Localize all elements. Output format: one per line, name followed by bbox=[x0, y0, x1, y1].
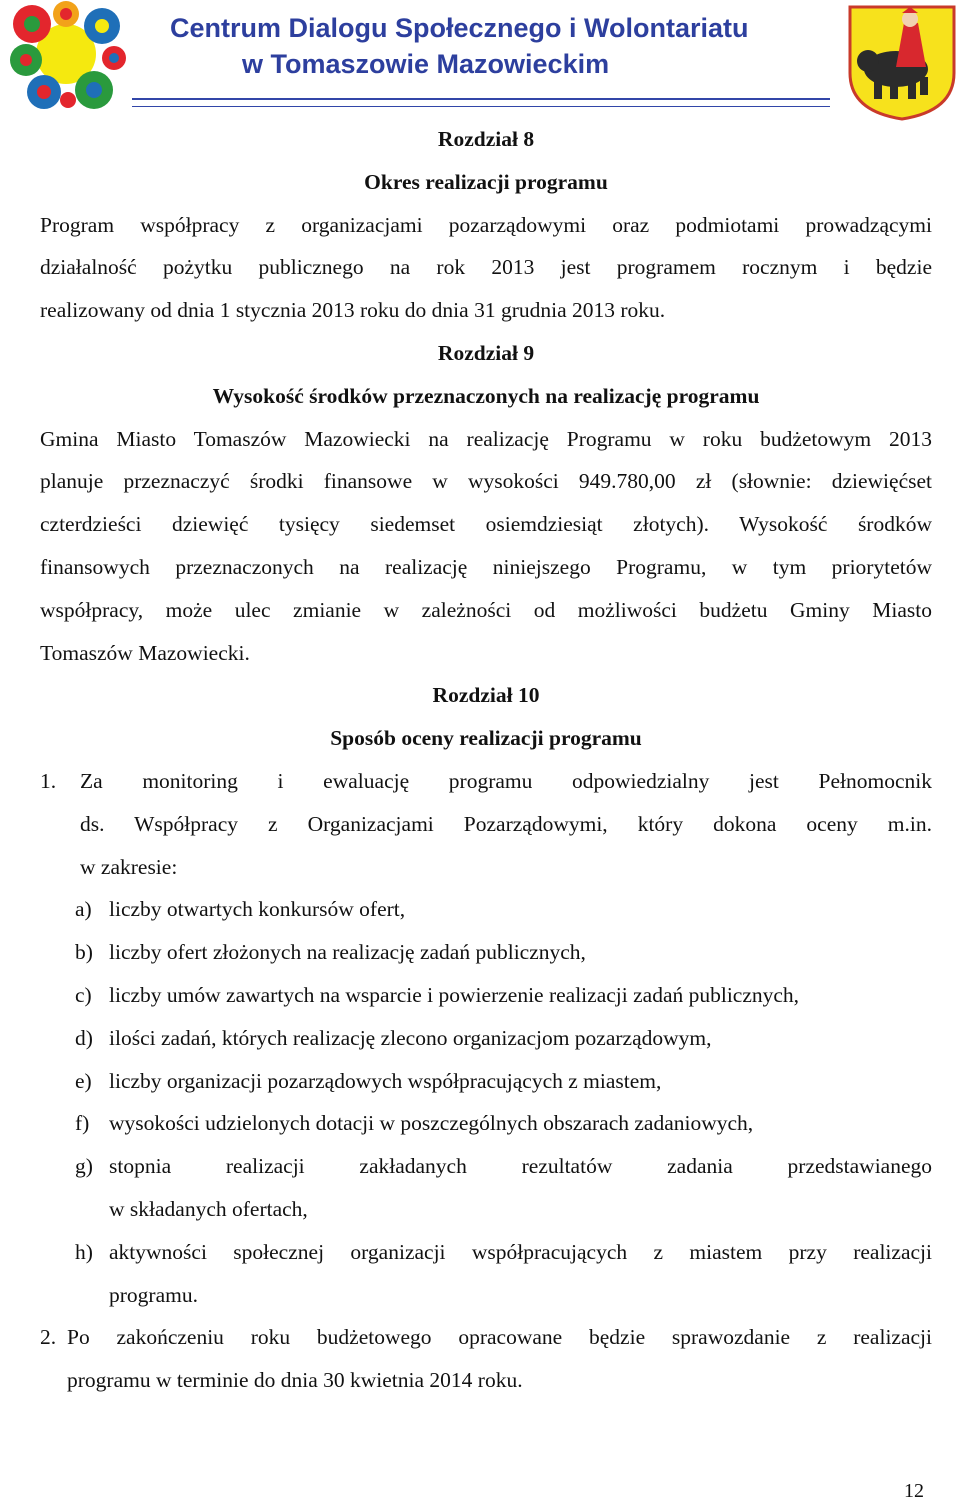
paragraph-text-line: Po zakończeniu roku budżetowego opracowane będzie sprawozdanie z realizacji bbox=[67, 1325, 932, 1350]
chapter-9-text-line: finansowych przeznaczonych na realizację niniejszego Programu, w tym priorytetów bbox=[40, 554, 932, 579]
list-item-text: wysokości udzielonych dotacji w poszczególnych obszarach zadaniowych, bbox=[109, 1111, 754, 1136]
list-marker: h) bbox=[75, 1239, 93, 1264]
list-marker: f) bbox=[75, 1111, 90, 1136]
chapter-9-text-line: czterdzieści dziewięć tysięcy siedemset osiemdziesiąt złotych). Wysokość środków bbox=[40, 512, 932, 537]
list-marker: c) bbox=[75, 982, 92, 1007]
list-marker: e) bbox=[75, 1068, 92, 1093]
chapter-8-title: Okres realizacji programu bbox=[364, 169, 608, 194]
chapter-9-title: Wysokość środków przeznaczonych na realizację programu bbox=[212, 383, 760, 408]
list-item-text-continuation: w składanych ofertach, bbox=[109, 1196, 308, 1221]
list-item bbox=[40, 1145, 932, 1188]
list-item bbox=[40, 1102, 932, 1145]
list-marker: a) bbox=[75, 897, 92, 922]
list-item-text: liczby otwartych konkursów ofert, bbox=[109, 897, 406, 922]
org-title-line-1: Centrum Dialogu Społecznego i Wolontariatu bbox=[170, 13, 749, 43]
numbered-paragraph-1 bbox=[40, 760, 932, 803]
list-item-text: liczby ofert złożonych na realizację zadań publicznych, bbox=[109, 940, 586, 965]
paragraph-text-line: ds. Współpracy z Organizacjami Pozarządowymi, który dokona oceny m.in. bbox=[80, 811, 932, 836]
list-item bbox=[40, 1060, 932, 1103]
page-number: 12 bbox=[904, 1480, 924, 1502]
paragraph-text-line: programu w terminie do dnia 30 kwietnia 2014 roku. bbox=[67, 1368, 523, 1393]
chapter-9-text-line: Gmina Miasto Tomaszów Mazowiecki na realizację Programu w roku budżetowym 2013 bbox=[40, 426, 932, 451]
paragraph-number: 2. bbox=[40, 1325, 57, 1350]
chapter-9-text-line: współpracy, może ulec zmianie w zależności od możliwości budżetu Gminy Miasto bbox=[40, 597, 932, 622]
paragraph-number: 1. bbox=[40, 768, 57, 793]
list-item bbox=[40, 1231, 932, 1274]
list-item-text: stopnia realizacji zakładanych rezultatów zadania przedstawianego bbox=[109, 1154, 932, 1179]
list-item bbox=[40, 931, 932, 974]
list-item-text: ilości zadań, których realizację zlecono organizacjom pozarządowym, bbox=[109, 1025, 712, 1050]
organization-title bbox=[140, 10, 840, 82]
colorful-dots-logo-icon bbox=[2, 0, 130, 112]
numbered-paragraph-2 bbox=[40, 1316, 932, 1359]
chapter-10-heading: Rozdział 10 bbox=[432, 683, 540, 708]
header-divider bbox=[132, 98, 830, 107]
org-title-line-2: w Tomaszowie Mazowieckim bbox=[242, 49, 610, 79]
document-body bbox=[40, 118, 932, 1402]
paragraph-text-line: w zakresie: bbox=[80, 854, 178, 879]
list-item bbox=[40, 888, 932, 931]
paragraph-text-line: Za monitoring i ewaluację programu odpowiedzialny jest Pełnomocnik bbox=[80, 768, 932, 793]
list-marker: d) bbox=[75, 1025, 93, 1050]
list-item bbox=[40, 1017, 932, 1060]
list-marker: g) bbox=[75, 1154, 93, 1179]
chapter-8-text-line: Program współpracy z organizacjami pozarządowymi oraz podmiotami prowadzącymi bbox=[40, 212, 932, 237]
coat-of-arms-bear-icon bbox=[846, 3, 958, 121]
chapter-8-heading: Rozdział 8 bbox=[437, 127, 535, 151]
chapter-8-text-line: działalność pożytku publicznego na rok 2013 jest programem rocznym i będzie bbox=[40, 255, 932, 280]
list-item-text: liczby organizacji pozarządowych współpracujących z miastem, bbox=[109, 1068, 662, 1093]
chapter-9-text-line: Tomaszów Mazowiecki. bbox=[40, 640, 250, 665]
list-item bbox=[40, 974, 932, 1017]
chapter-9-text-line: planuje przeznaczyć środki finansowe w wysokości 949.780,00 zł (słownie: dziewięćset bbox=[40, 469, 932, 494]
chapter-8-text-line: realizowany od dnia 1 stycznia 2013 roku do dnia 31 grudnia 2013 roku. bbox=[40, 298, 666, 323]
chapter-10-title: Sposób oceny realizacji programu bbox=[330, 726, 642, 751]
chapter-9-heading: Rozdział 9 bbox=[437, 340, 535, 365]
list-item-text: liczby umów zawartych na wsparcie i powierzenie realizacji zadań publicznych, bbox=[109, 982, 800, 1007]
list-marker: b) bbox=[75, 940, 93, 965]
list-item-text: aktywności społecznej organizacji współpracujących z miastem przy realizacji bbox=[109, 1239, 932, 1264]
list-item-text-continuation: programu. bbox=[109, 1282, 198, 1307]
